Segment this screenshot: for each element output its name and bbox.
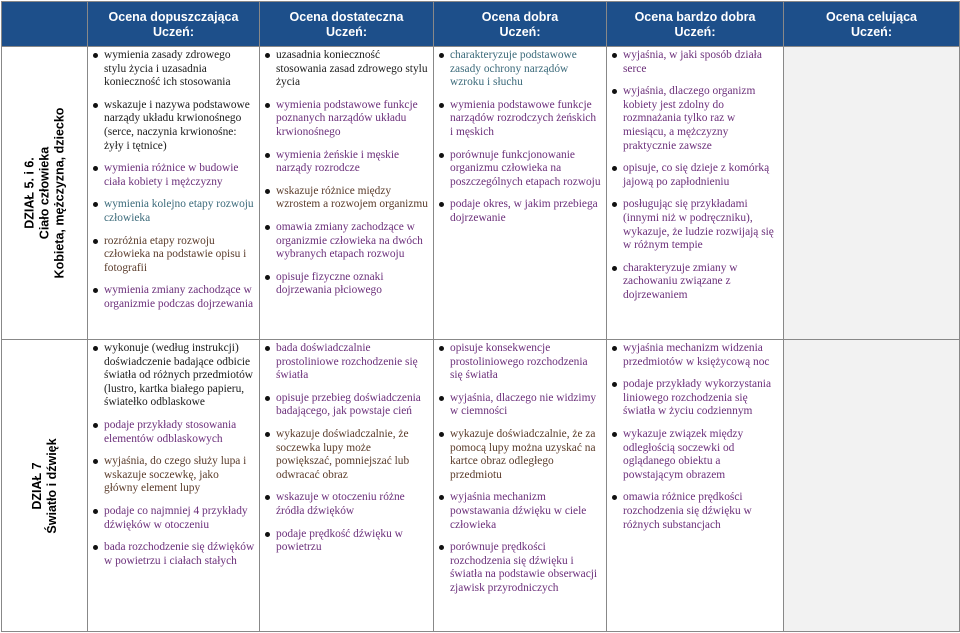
criteria-item: wymienia zasady zdrowego stylu życia i uzasadnia konieczność ich stosowania xyxy=(92,49,255,90)
criteria-cell xyxy=(607,47,784,340)
criteria-item: wyjaśnia, dlaczego nie widzimy w ciemności xyxy=(438,392,602,419)
criteria-item: wskazuje różnice między wzrostem a rozwojem organizmu xyxy=(264,185,429,212)
criteria-cell xyxy=(260,47,434,340)
header-sub: Uczeń: xyxy=(499,25,541,39)
criteria-item: wyjaśnia mechanizm powstawania dźwięku w ciele człowieka xyxy=(438,491,602,532)
criteria-cell xyxy=(607,340,784,632)
header-grade-dopuszczajaca xyxy=(88,2,260,47)
section-label xyxy=(22,108,67,279)
criteria-cell xyxy=(88,340,260,632)
grading-criteria-table xyxy=(1,1,960,632)
header-corner xyxy=(2,2,88,47)
section-label xyxy=(30,438,60,533)
criteria-item: porównuje funkcjonowanie organizmu człowieka na poszczególnych etapach rozwoju xyxy=(438,149,602,190)
criteria-cell-empty xyxy=(784,47,960,340)
header-sub: Uczeń: xyxy=(326,25,367,39)
criteria-item: porównuje prędkości rozchodzenia się dźwięku i światła na podstawie obserwacji zjawisk przyrodniczych xyxy=(438,541,602,595)
header-title: Ocena dopuszczająca xyxy=(108,10,239,24)
criteria-item: omawia różnice prędkości rozchodzenia się dźwięku w różnych substancjach xyxy=(611,491,779,532)
criteria-list xyxy=(264,342,429,555)
header-title: Ocena celująca xyxy=(825,10,918,24)
header-sub: Uczeń: xyxy=(153,25,194,39)
criteria-item: posługując się przykładami (innymi niż w podręczniku), wykazuje, że ludzie rozwijają się w różnym tempie xyxy=(611,198,779,252)
criteria-item: wymienia żeńskie i męskie narządy rozrodcze xyxy=(264,149,429,176)
section-line: Kobieta, mężczyzna, dziecko xyxy=(52,107,66,279)
criteria-item: podaje prędkość dźwięku w powietrzu xyxy=(264,528,429,555)
criteria-item: wykazuje związek między odległością soczewki od oglądanego obiektu a powstającym obrazem xyxy=(611,428,779,482)
criteria-item: podaje okres, w jakim przebiega dojrzewanie xyxy=(438,198,602,225)
section-title: DZIAŁ 5. i 6. xyxy=(22,157,36,229)
criteria-item: omawia zmiany zachodzące w organizmie człowieka na dwóch wybranych etapach rozwoju xyxy=(264,221,429,262)
header-sub: Uczeń: xyxy=(851,25,892,39)
criteria-item: uzasadnia konieczność stosowania zasad zdrowego stylu życia xyxy=(264,49,429,90)
criteria-item: podaje przykłady stosowania elementów odblaskowych xyxy=(92,419,255,446)
criteria-cell xyxy=(434,340,607,632)
criteria-list xyxy=(611,342,779,532)
criteria-item: podaje przykłady wykorzystania liniowego rozchodzenia się światła w życiu codziennym xyxy=(611,378,779,419)
criteria-list xyxy=(438,342,602,596)
header-grade-dobra xyxy=(434,2,607,47)
header-title: Ocena bardzo dobra xyxy=(634,10,756,24)
criteria-item: wskazuje i nazywa podstawowe narządy układu krwionośnego (serce, naczynia krwionośne: żyły i tętnice) xyxy=(92,99,255,153)
section-line: Światło i dźwięk xyxy=(44,437,59,534)
criteria-item: opisuje, co się dzieje z komórką jajową po zapłodnieniu xyxy=(611,162,779,189)
header-grade-celujaca xyxy=(784,2,960,47)
criteria-list xyxy=(438,49,602,226)
criteria-item: wykazuje doświadczalnie, że za pomocą lupy można uzyskać na kartce obraz odległego przedmiotu xyxy=(438,428,602,482)
criteria-item: wymienia kolejno etapy rozwoju człowieka xyxy=(92,198,255,225)
criteria-item: wyjaśnia, do czego służy lupa i wskazuje soczewkę, jako główny element lupy xyxy=(92,455,255,496)
criteria-cell xyxy=(88,47,260,340)
criteria-item: opisuje przebieg doświadczenia badającego, jak powstaje cień xyxy=(264,392,429,419)
criteria-cell xyxy=(434,47,607,340)
section-title: DZIAŁ 7 xyxy=(29,461,44,510)
criteria-item: wymienia zmiany zachodzące w organizmie podczas dojrzewania xyxy=(92,284,255,311)
header-title: Ocena dostateczna xyxy=(289,10,404,24)
section-label-cell xyxy=(2,47,88,340)
criteria-item: wyjaśnia mechanizm widzenia przedmiotów w księżycową noc xyxy=(611,342,779,369)
criteria-item: bada rozchodzenie się dźwięków w powietrzu i ciałach stałych xyxy=(92,541,255,568)
criteria-cell-empty xyxy=(784,340,960,632)
header-title: Ocena dobra xyxy=(481,10,559,24)
criteria-item: rozróżnia etapy rozwoju człowieka na podstawie opisu i fotografii xyxy=(92,235,255,276)
header-grade-dostateczna xyxy=(260,2,434,47)
criteria-item: bada doświadczalnie prostoliniowe rozchodzenie się światła xyxy=(264,342,429,383)
criteria-item: charakteryzuje zmiany w zachowaniu związane z dojrzewaniem xyxy=(611,262,779,303)
criteria-item: opisuje fizyczne oznaki dojrzewania płciowego xyxy=(264,271,429,298)
section-label-cell xyxy=(2,340,88,632)
criteria-item: wymienia podstawowe funkcje narządów rozrodczych żeńskich i męskich xyxy=(438,99,602,140)
criteria-item: opisuje konsekwencje prostoliniowego rozchodzenia się światła xyxy=(438,342,602,383)
criteria-cell xyxy=(260,340,434,632)
header-sub: Uczeń: xyxy=(674,25,716,39)
criteria-item: wymienia podstawowe funkcje poznanych narządów układu krwionośnego xyxy=(264,99,429,140)
criteria-list xyxy=(92,49,255,312)
criteria-list xyxy=(264,49,429,298)
criteria-list xyxy=(611,49,779,303)
criteria-list xyxy=(92,342,255,568)
criteria-item: podaje co najmniej 4 przykłady dźwięków w otoczeniu xyxy=(92,505,255,532)
criteria-item: wskazuje w otoczeniu różne źródła dźwięków xyxy=(264,491,429,518)
header-grade-bardzo-dobra xyxy=(607,2,784,47)
header-row xyxy=(2,2,960,47)
criteria-item: wyjaśnia, w jaki sposób działa serce xyxy=(611,49,779,76)
criteria-item: wyjaśnia, dlaczego organizm kobiety jest zdolny do rozmnażania tylko raz w miesiącu, a mężczyzny praktycznie zawsze xyxy=(611,85,779,153)
section-row-body xyxy=(2,47,960,340)
criteria-item: wykonuje (według instrukcji) doświadczenie badające odbicie światła od różnych przedmiotów (lustro, kartka białego papieru, światełko odblaskowe xyxy=(92,342,255,410)
section-line: Ciało człowieka xyxy=(37,146,51,240)
section-row-body xyxy=(2,340,960,632)
criteria-item: charakteryzuje podstawowe zasady ochrony narządów wzroku i słuchu xyxy=(438,49,602,90)
criteria-item: wymienia różnice w budowie ciała kobiety i mężczyzny xyxy=(92,162,255,189)
criteria-item: wykazuje doświadczalnie, że soczewka lupy może powiększać, pomniejszać lub odwracać obraz xyxy=(264,428,429,482)
